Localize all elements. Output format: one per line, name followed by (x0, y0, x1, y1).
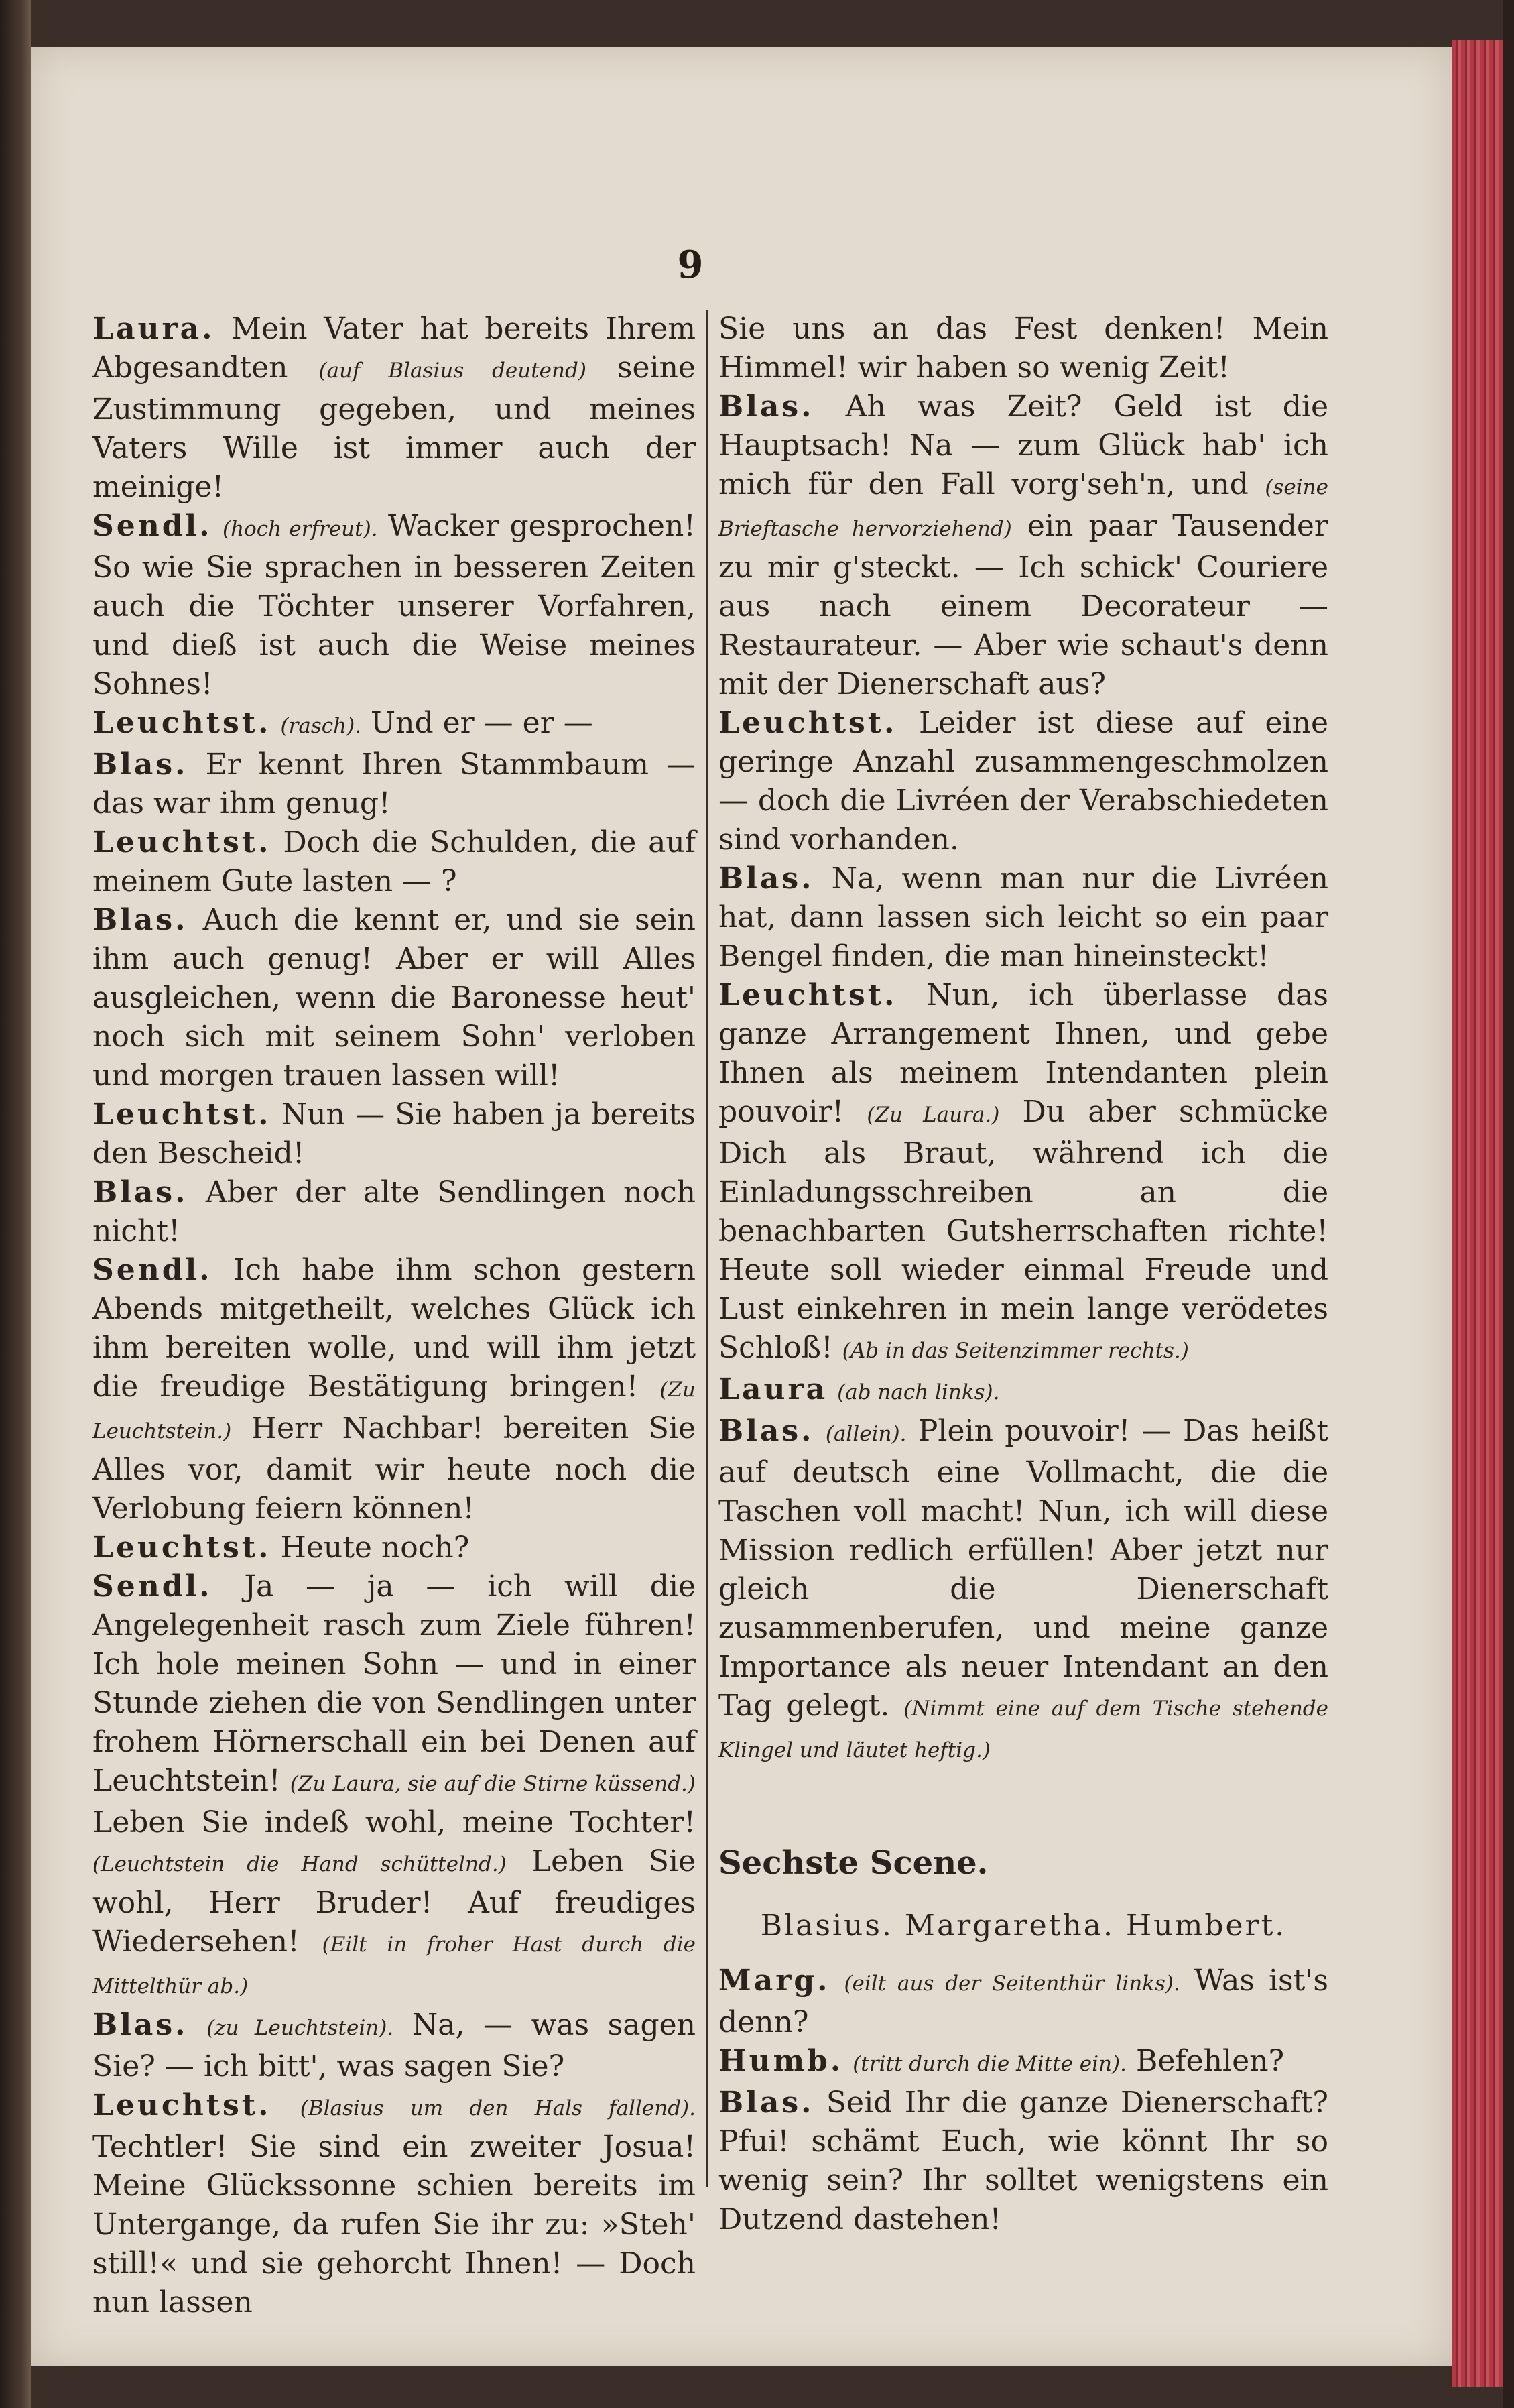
dialogue-text: Leider ist diese auf eine geringe Anzahl zusammengeschmolzen — doch die Livréen der Verabschiedeten sind vorhanden. (718, 706, 1328, 857)
stage-direction: (Blasius um den Hals fallend). (300, 2096, 696, 2120)
scene-cast: Blasius. Margaretha. Humbert. (760, 1909, 1287, 1943)
dialogue-text: Nun — Sie haben ja bereits den Bescheid! (92, 1097, 696, 1170)
speaker-name: Leuchtst. (92, 1530, 271, 1565)
dialogue-text: seine Zustimmung gegeben, und meines Vaters Wille ist immer auch der meinige! (92, 351, 696, 504)
speaker-name: Blas. (718, 1414, 814, 1448)
speaker-name: Humb. (718, 2044, 844, 2078)
book-cover-right (1503, 0, 1514, 2408)
dialogue-paragraph (92, 823, 696, 901)
stage-direction: (rasch). (280, 714, 362, 738)
dialogue-paragraph (718, 1370, 1328, 1412)
dialogue-text: Er kennt Ihren Stammbaum — das war ihm genug! (92, 747, 696, 821)
dialogue-text: Und er — er — (371, 706, 593, 740)
dialogue-text: Leben Sie wohl, Herr Bruder! Auf freudiges Wiedersehen! (92, 1844, 696, 1959)
stage-direction: (zu Leuchtstein). (206, 2016, 394, 2040)
stage-direction: (Ab in das Seitenzimmer rechts.) (842, 1339, 1189, 1363)
dialogue-text: Na, — was sagen Sie? — ich bitt', was sagen Sie? (92, 2008, 696, 2084)
dialogue-paragraph (92, 507, 696, 704)
dialogue-paragraph (92, 2006, 696, 2086)
dialogue-text: Ja — ja — ich will die Angelegenheit rasch zum Ziele führen! Ich hole meinen Sohn — und in einer Stunde ziehen die von Sendlingen unter frohem Hörnerschall ein bei Denen auf Leuchtstein! (92, 1569, 696, 1798)
dialogue-paragraph (92, 745, 696, 823)
right-column (718, 310, 1328, 2236)
speaker-name: Blas. (718, 389, 814, 424)
speaker-name: Leuchtst. (718, 978, 897, 1012)
column-divider (706, 310, 708, 2187)
stage-direction: (allein). (825, 1422, 907, 1446)
dialogue-text: Plein pouvoir! — Das heißt auf deutsch eine Vollmacht, die die Taschen voll macht! Nun, ich will diese Mission redlich erfüllen! Aber jetzt nur gleich die Dienerschaft zusammenberufen, und meine ganze Importance als neuer Intendant an den Tag gelegt. (718, 1414, 1328, 1723)
page-number: 9 (677, 243, 704, 287)
dialogue-paragraph (718, 387, 1328, 704)
stage-direction: (tritt durch die Mitte ein). (853, 2052, 1127, 2076)
dialogue-text: Doch die Schulden, die auf meinem Gute lasten — ? (92, 825, 696, 898)
dialogue-paragraph (718, 2084, 1328, 2239)
speaker-name: Sendl. (92, 1253, 212, 1287)
dialogue-text: Nun, ich überlasse das ganze Arrangement Ihnen, und gebe Ihnen als meinem Intendanten plein pouvoir! (718, 978, 1328, 1129)
dialogue-text: Techtler! Sie sind ein zweiter Josua! Meine Glückssonne schien bereits im Untergange, da rufen Sie ihr zu: »Steh' still!« und sie gehorcht Ihnen! — Doch nun lassen (92, 2130, 696, 2320)
speaker-name: Blas. (718, 2086, 814, 2120)
dialogue-paragraph (92, 1567, 696, 2006)
dialogue-paragraph (92, 2086, 696, 2322)
speaker-name: Leuchtst. (92, 825, 271, 859)
dialogue-text: Du aber schmücke Dich als Braut, während ich die Einladungsschreiben an die benachbarten Gutsherrschaften richte! Heute soll wieder einmal Freude und Lust einkehren in mein lange verödetes Schloß! (718, 1095, 1328, 1365)
dialogue-paragraph (92, 1095, 696, 1173)
dialogue-paragraph (92, 901, 696, 1095)
speaker-name: Marg. (718, 1964, 830, 1998)
dialogue-text: Herr Nachbar! bereiten Sie Alles vor, damit wir heute noch die Verlobung feiern können! (92, 1411, 696, 1526)
dialogue-text: Aber der alte Sendlingen noch nicht! (92, 1175, 696, 1248)
dialogue-text: Ah was Zeit? Geld ist die Hauptsach! Na — zum Glück hab' ich mich für den Fall vorg'seh'n, und (718, 389, 1328, 501)
book-binding-left (0, 0, 31, 2408)
speaker-name: Blas. (92, 747, 188, 782)
dialogue-paragraph (718, 704, 1328, 859)
speaker-name: Laura (718, 1372, 828, 1406)
dialogue-text: Befehlen? (1135, 2044, 1285, 2078)
dialogue-text: Auch die kennt er, und sie sein ihm auch genug! Aber er will Alles ausgleichen, wenn die Baronesse heut' noch sich mit seinem Sohn' verloben und morgen trauen lassen will! (92, 903, 696, 1093)
stage-direction: (ab nach links). (837, 1380, 1000, 1404)
stage-direction: (eilt aus der Seitenthür links). (844, 1972, 1180, 1996)
dialogue-paragraph (92, 310, 696, 507)
dialogue-text: Seid Ihr die ganze Dienerschaft? Pfui! schämt Euch, wie könnt Ihr so wenig sein? Ihr solltet wenigstens ein Dutzend dastehen! (718, 2086, 1328, 2236)
dialogue-text: Ich habe ihm schon gestern Abends mitgetheilt, welches Glück ich ihm bereiten wolle, und will ihm jetzt die freudige Bestätigung bringen! (92, 1253, 696, 1404)
stage-direction: (auf Blasius deutend) (318, 359, 586, 383)
stage-direction: (Eilt in froher Hast durch die Mittelthür ab.) (92, 1933, 696, 1998)
stage-direction: (Zu Laura.) (867, 1103, 1000, 1127)
dialogue-text: Leben Sie indeß wohl, meine Tochter! (92, 1805, 696, 1840)
dialogue-paragraph (718, 976, 1328, 1370)
dialogue-paragraph (718, 859, 1328, 976)
dialogue-paragraph (718, 1412, 1328, 1770)
dialogue-text: Mein Vater hat bereits Ihrem Abgesandten (92, 312, 696, 385)
stage-direction: (seine Brieftasche hervorziehend) (718, 475, 1328, 541)
stage-direction: (Nimmt eine auf dem Tische stehende Klingel und läutet heftig.) (718, 1697, 1328, 1762)
dialogue-paragraph (92, 1528, 696, 1567)
speaker-name: Blas. (92, 1175, 188, 1209)
dialogue-text: ein paar Tausender zu mir g'steckt. — Ich schick' Couriere aus nach einem Decorateur — Restaurateur. — Aber wie schaut's denn mit der Dienerschaft aus? (718, 509, 1328, 701)
speaker-name: Blas. (718, 861, 814, 896)
speaker-name: Leuchtst. (92, 706, 271, 740)
speaker-name: Leuchtst. (92, 2088, 271, 2122)
dialogue-text: Heute noch? (280, 1530, 470, 1565)
dialogue-text: Sie uns an das Fest denken! Mein Himmel! wir haben so wenig Zeit! (718, 312, 1328, 385)
dialogue-paragraph (718, 310, 1328, 387)
stage-direction: (hoch erfreut). (223, 517, 378, 541)
scene-heading: Sechste Scene. (718, 1844, 989, 1882)
speaker-name: Sendl. (92, 1569, 212, 1604)
dialogue-paragraph (718, 2042, 1328, 2084)
left-column (92, 310, 696, 2320)
dialogue-text: Na, wenn man nur die Livréen hat, dann lassen sich leicht so ein paar Bengel finden, die man hineinsteckt! (718, 861, 1328, 973)
speaker-name: Leuchtst. (718, 706, 897, 740)
dialogue-text: Wacker gesprochen! So wie Sie sprachen in besseren Zeiten auch die Töchter unserer Vorfahren, und dieß ist auch die Weise meines Sohnes! (92, 509, 696, 701)
stage-direction: (Zu Leuchtstein.) (92, 1378, 696, 1443)
speaker-name: Sendl. (92, 509, 212, 543)
speaker-name: Blas. (92, 2008, 188, 2042)
dialogue-paragraph (718, 1962, 1328, 2042)
speaker-name: Blas. (92, 903, 188, 937)
dialogue-text: Was ist's denn? (718, 1964, 1328, 2039)
speaker-name: Laura. (92, 312, 215, 346)
speaker-name: Leuchtst. (92, 1097, 271, 1132)
dialogue-paragraph (92, 704, 696, 745)
page-edges (1452, 40, 1503, 2387)
dialogue-paragraph (92, 1173, 696, 1251)
stage-direction: (Zu Laura, sie auf die Stirne küssend.) (290, 1772, 696, 1796)
stage-direction: (Leuchtstein die Hand schüttelnd.) (92, 1852, 507, 1876)
dialogue-paragraph (92, 1251, 696, 1528)
